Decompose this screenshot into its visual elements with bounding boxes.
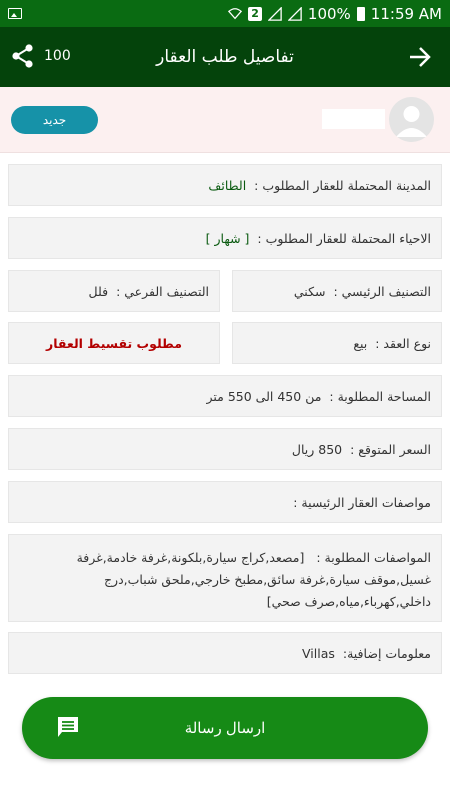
signal-icon — [268, 7, 282, 21]
required-specs-text — [19, 547, 431, 613]
sim-badge: 2 — [248, 7, 262, 21]
extra-info-row — [8, 632, 442, 674]
battery-percent: 100% — [307, 4, 351, 23]
share-count: 100 — [44, 48, 71, 64]
price-label: السعر المتوقع : — [350, 441, 431, 457]
area-label: المساحة المطلوبة : — [329, 388, 431, 404]
extra-info-value: Villas — [302, 645, 335, 661]
city-value: الطائف — [208, 177, 247, 193]
districts-value: [ شهار ] — [205, 230, 250, 246]
extra-info-label: معلومات إضافية: — [342, 645, 431, 661]
main-category-label: التصنيف الرئيسي : — [333, 283, 431, 299]
sub-category-row — [8, 270, 220, 312]
sub-category-value: فلل — [88, 283, 109, 299]
required-specs-label: المواصفات المطلوبة : — [316, 550, 431, 565]
clock: 11:59 AM — [370, 4, 442, 23]
main-specs-label: مواصفات العقار الرئيسية : — [293, 494, 431, 510]
price-row — [8, 428, 442, 470]
gallery-notification-icon — [8, 8, 22, 19]
send-message-label: ارسال رسالة — [184, 720, 266, 737]
battery-icon — [357, 7, 365, 21]
districts-row — [8, 217, 442, 259]
new-status-button[interactable]: جديد — [11, 106, 98, 134]
main-category-row — [232, 270, 442, 312]
contract-type-value: بيع — [353, 335, 368, 351]
owner-name — [322, 109, 385, 129]
sub-category-label: التصنيف الفرعي : — [116, 283, 209, 299]
city-row — [8, 164, 442, 206]
owner-card — [0, 87, 450, 153]
contract-type-row — [232, 322, 442, 364]
area-row — [8, 375, 442, 417]
installment-value: مطلوب تقسيط العقار — [46, 335, 182, 351]
area-value: من 450 الى 550 متر — [206, 388, 322, 404]
app-bar — [0, 27, 450, 87]
user-avatar-icon[interactable] — [389, 97, 434, 142]
installment-row — [8, 322, 220, 364]
districts-label: الاحياء المحتملة للعقار المطلوب : — [257, 230, 431, 246]
contract-type-label: نوع العقد : — [375, 335, 431, 351]
wifi-icon — [228, 7, 242, 21]
price-value: 850 ريال — [291, 441, 343, 457]
city-label: المدينة المحتملة للعقار المطلوب : — [254, 177, 431, 193]
status-bar — [0, 0, 450, 27]
page-title: تفاصيل طلب العقار — [156, 47, 294, 67]
main-specs-row — [8, 481, 442, 523]
required-specs-row — [8, 534, 442, 622]
message-icon — [56, 716, 80, 738]
send-message-button[interactable] — [22, 697, 428, 759]
required-specs-value: [مصعد,كراج سيارة,بلكونة,غرفة خادمة,غرفة غسيل,موقف سيارة,غرفة سائق,مطبخ خارجي,ملحق شباب,درج داخلي,كهرباء,مياه,صرف صحي] — [76, 550, 431, 609]
arrow-right-icon[interactable] — [408, 46, 432, 68]
main-category-value: سكني — [293, 283, 326, 299]
signal-2-icon — [288, 7, 302, 21]
